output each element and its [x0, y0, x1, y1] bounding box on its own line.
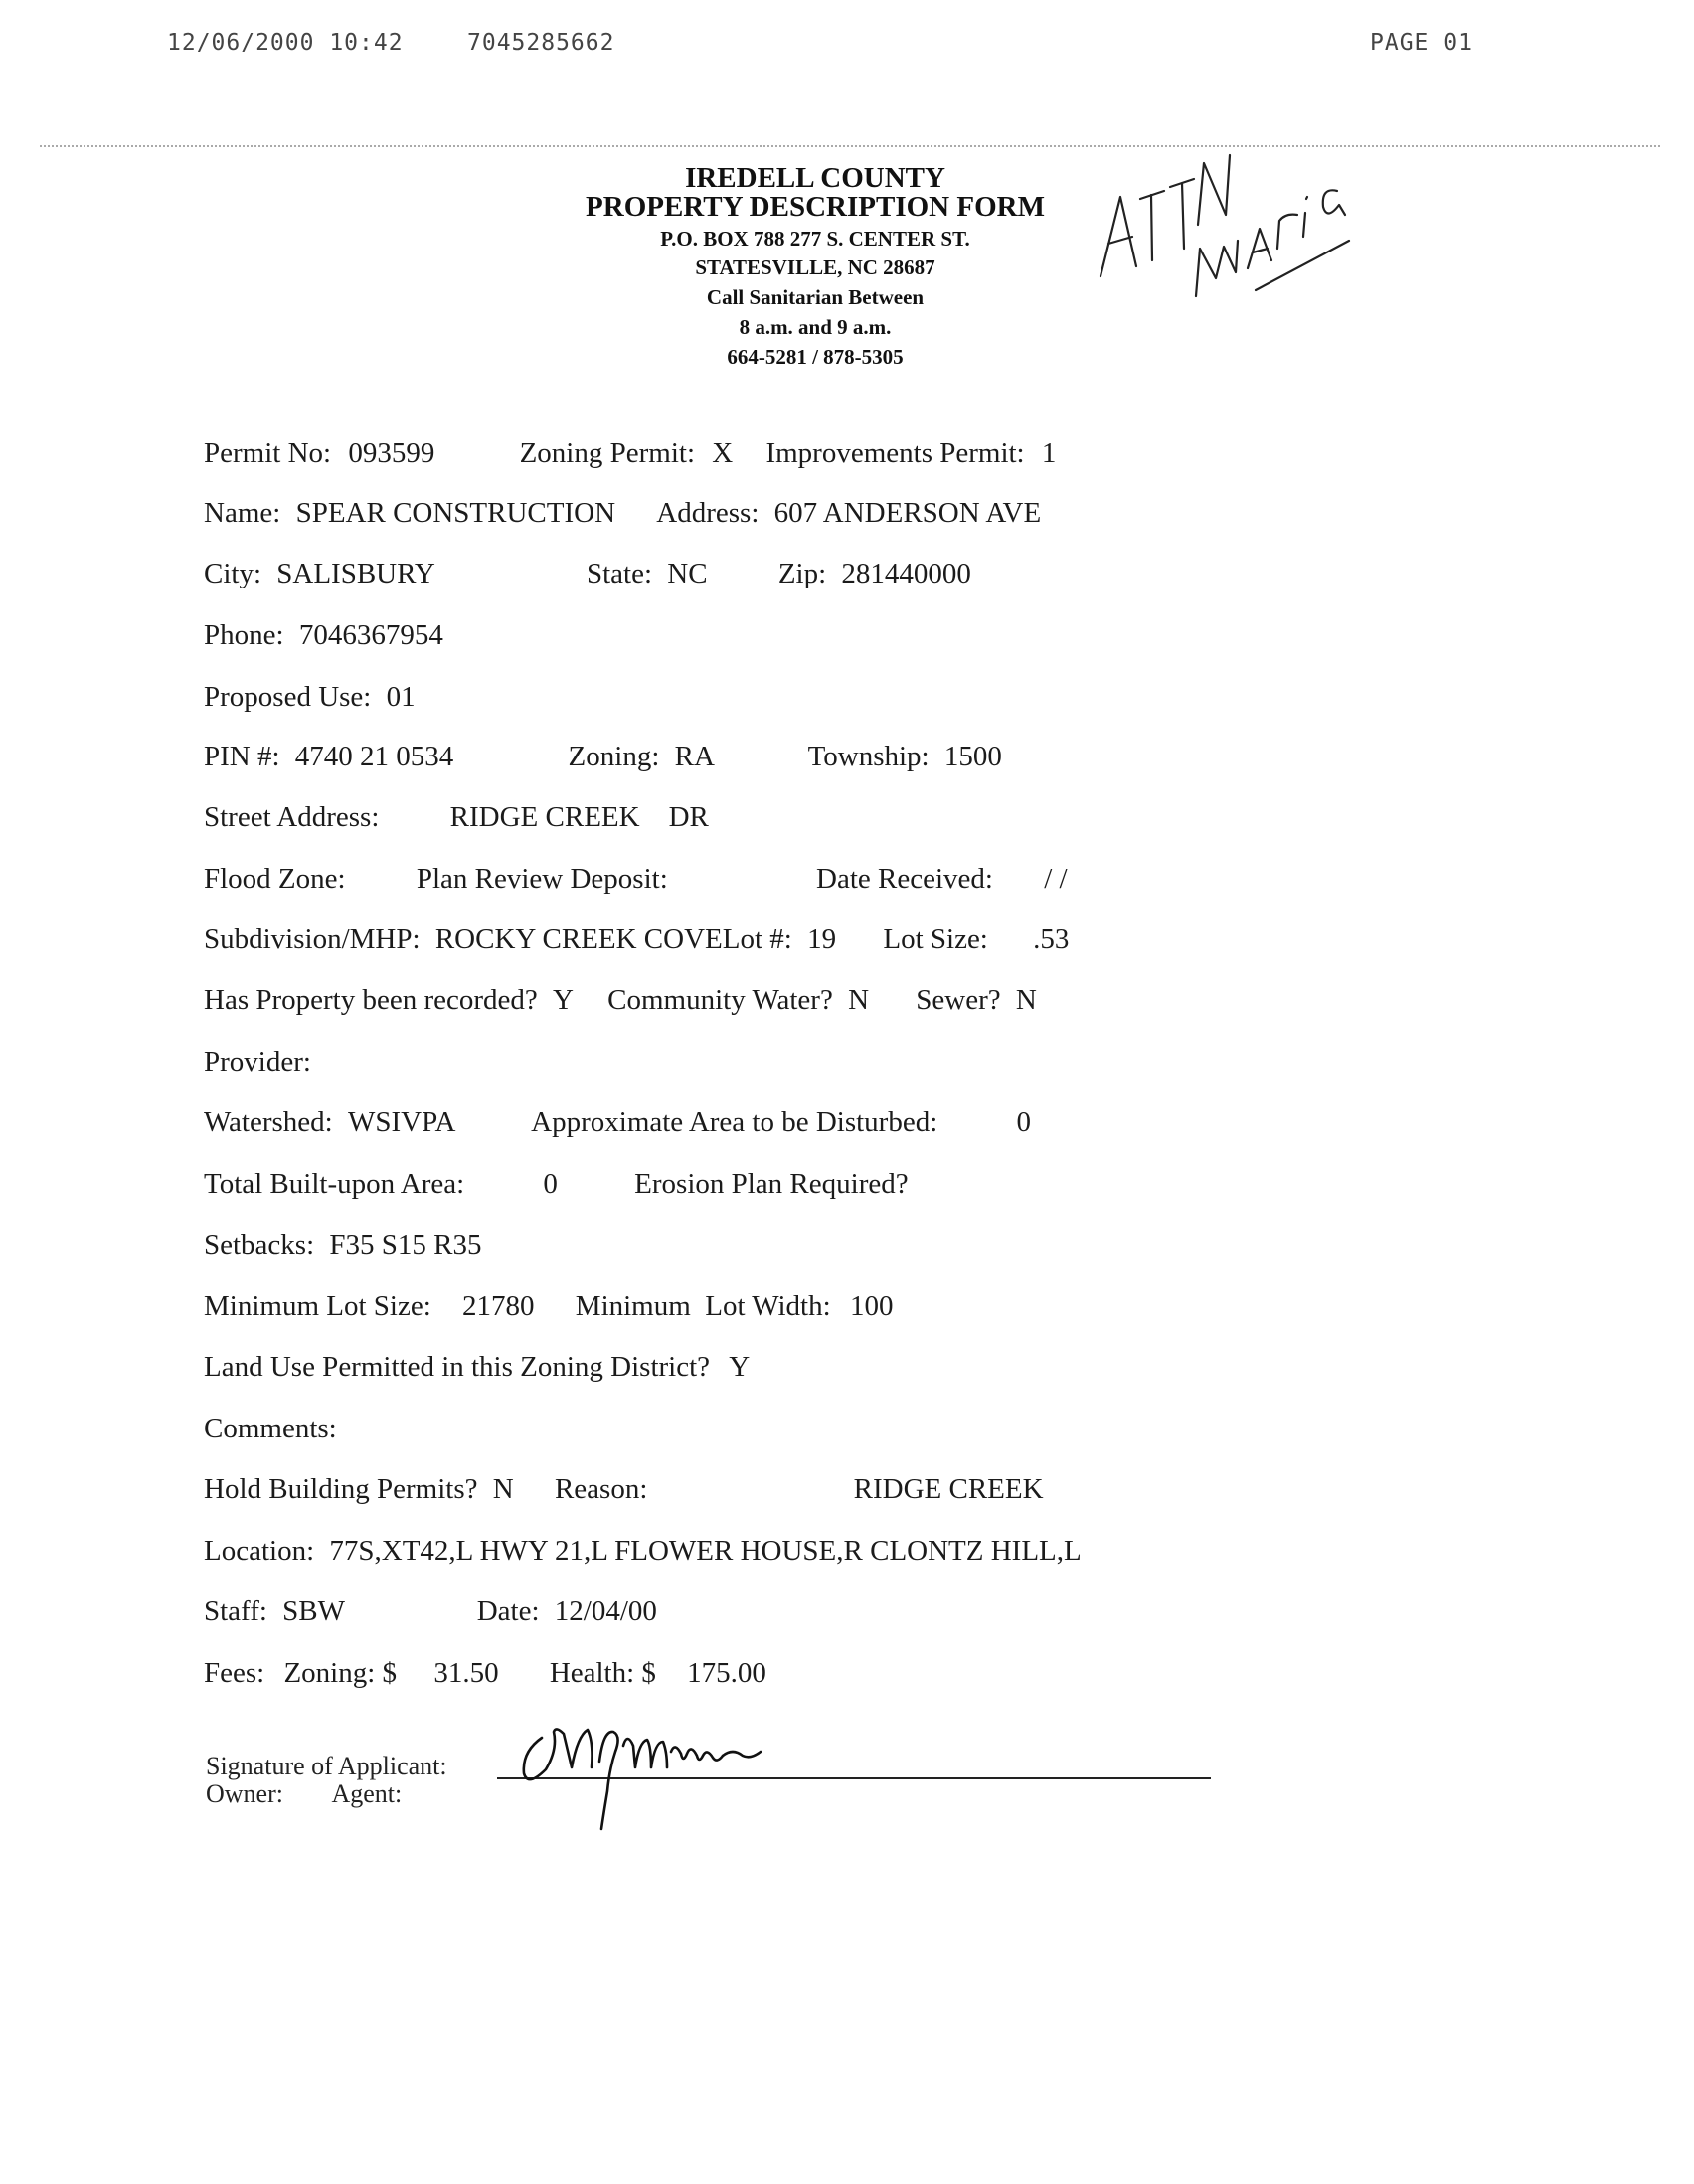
fax-page: PAGE 01 — [1370, 30, 1473, 56]
subdivision-value: ROCKY CREEK COVE — [434, 924, 723, 955]
fax-divider — [40, 145, 1660, 147]
area-disturbed-label: Approximate Area to be Disturbed: — [531, 1106, 938, 1138]
land-use-row — [204, 1351, 750, 1384]
owner-agent-line — [206, 1779, 402, 1809]
comments-row — [204, 1413, 337, 1445]
hold-value: N — [492, 1473, 514, 1505]
phone-value: 7046367954 — [298, 619, 443, 651]
pin-row — [204, 741, 1002, 773]
zoning-label: Zoning: — [568, 741, 660, 772]
watershed-value: WSIVPA — [347, 1106, 454, 1138]
provider-row — [204, 1046, 311, 1079]
erosion-label: Erosion Plan Required? — [634, 1168, 909, 1200]
zoning-value: RA — [674, 741, 714, 772]
handwritten-attn-note — [1089, 149, 1377, 303]
date-value: 12/04/00 — [554, 1596, 657, 1627]
zoning-fee-label: Zoning: $ — [283, 1657, 398, 1689]
permit-no-label: Permit No: — [204, 437, 332, 469]
form-address-2: STATESVILLE, NC 28687 — [695, 255, 935, 279]
sewer-label: Sewer? — [916, 984, 1001, 1016]
built-upon-value: 0 — [543, 1168, 558, 1200]
setbacks-label: Setbacks: — [204, 1229, 315, 1260]
subdivision-row — [204, 924, 1069, 956]
reason-value: RIDGE CREEK — [853, 1473, 1044, 1505]
reason-label: Reason: — [554, 1473, 648, 1505]
fees-row — [204, 1657, 766, 1690]
min-lot-width-label: Minimum Lot Width: — [575, 1290, 831, 1322]
hold-permits-row — [204, 1473, 1044, 1506]
pin-value: 4740 21 0534 — [294, 741, 454, 772]
proposed-use-row — [204, 681, 416, 714]
recorded-value: Y — [553, 984, 573, 1016]
built-upon-label: Total Built-upon Area: — [204, 1168, 465, 1200]
improvements-permit-label: Improvements Permit: — [765, 437, 1025, 469]
proposed-use-value: 01 — [386, 681, 416, 713]
recorded-label: Has Property been recorded? — [204, 984, 538, 1016]
built-upon-row — [204, 1168, 909, 1201]
lot-size-value: .53 — [1033, 924, 1070, 955]
zoning-fee-value: 31.50 — [433, 1657, 499, 1689]
lot-no-label: Lot #: — [722, 924, 792, 955]
agent-label: Agent: — [331, 1779, 403, 1808]
applicant-signature — [512, 1712, 800, 1831]
improvements-permit-value: 1 — [1041, 437, 1057, 469]
phone-row — [204, 619, 443, 652]
township-value: 1500 — [943, 741, 1002, 772]
setbacks-row — [204, 1229, 482, 1261]
recorded-row — [204, 984, 1037, 1017]
location-value: 77S,XT42,L HWY 21,L FLOWER HOUSE,R CLONTZ HILL,L — [329, 1535, 1082, 1567]
permit-row — [204, 437, 1056, 470]
flood-zone-label: Flood Zone: — [204, 863, 346, 895]
zoning-permit-label: Zoning Permit: — [519, 437, 696, 469]
min-lot-row — [204, 1290, 893, 1323]
zoning-permit-value: X — [712, 437, 734, 469]
form-title-county: IREDELL COUNTY — [685, 162, 945, 194]
signature-label: Signature of Applicant: — [206, 1752, 447, 1780]
city-value: SALISBURY — [276, 558, 434, 589]
health-fee-value: 175.00 — [687, 1657, 766, 1689]
fax-number: 7045285662 — [467, 30, 615, 56]
zip-label: Zip: — [777, 558, 827, 589]
township-label: Township: — [807, 741, 930, 772]
name-value: SPEAR CONSTRUCTION — [295, 497, 616, 529]
health-fee-label: Health: $ — [549, 1657, 656, 1689]
permit-no-value: 093599 — [348, 437, 435, 469]
lot-size-label: Lot Size: — [883, 924, 988, 955]
zip-value: 281440000 — [841, 558, 971, 589]
watershed-label: Watershed: — [204, 1106, 333, 1138]
staff-label: Staff: — [204, 1596, 267, 1627]
watershed-row — [204, 1106, 1031, 1139]
address-value: 607 ANDERSON AVE — [773, 497, 1042, 529]
land-use-label: Land Use Permitted in this Zoning District? — [204, 1351, 711, 1383]
pin-label: PIN #: — [204, 741, 280, 772]
phone-label: Phone: — [204, 619, 284, 651]
state-label: State: — [586, 558, 653, 589]
form-address-1: P.O. BOX 788 277 S. CENTER ST. — [660, 227, 970, 251]
street-address-label: Street Address: — [204, 801, 380, 833]
subdivision-label: Subdivision/MHP: — [204, 924, 421, 955]
comments-label: Comments: — [204, 1413, 337, 1444]
community-water-label: Community Water? — [607, 984, 833, 1016]
location-label: Location: — [204, 1535, 315, 1567]
fax-datetime: 12/06/2000 10:42 — [167, 30, 404, 56]
fees-label: Fees: — [204, 1657, 265, 1689]
form-title: PROPERTY DESCRIPTION FORM — [586, 191, 1045, 223]
community-water-value: N — [848, 984, 870, 1016]
date-received-value: / / — [1044, 863, 1068, 895]
owner-label: Owner: — [206, 1779, 283, 1808]
lot-no-value: 19 — [807, 924, 837, 955]
land-use-value: Y — [729, 1351, 751, 1383]
hold-label: Hold Building Permits? — [204, 1473, 478, 1505]
flood-zone-row — [204, 863, 1068, 896]
min-lot-size-value: 21780 — [462, 1290, 535, 1322]
provider-label: Provider: — [204, 1046, 311, 1078]
location-row — [204, 1535, 1082, 1568]
min-lot-width-value: 100 — [849, 1290, 894, 1322]
date-received-label: Date Received: — [816, 863, 993, 895]
city-label: City: — [204, 558, 262, 589]
area-disturbed-value: 0 — [1016, 1106, 1032, 1138]
proposed-use-label: Proposed Use: — [204, 681, 372, 713]
name-row — [204, 497, 1041, 530]
street-address-value: RIDGE CREEK DR — [449, 801, 709, 833]
name-label: Name: — [204, 497, 281, 529]
city-row — [204, 558, 971, 590]
setbacks-value: F35 S15 R35 — [329, 1229, 482, 1260]
state-value: NC — [667, 558, 708, 589]
plan-review-label: Plan Review Deposit: — [416, 863, 668, 895]
form-hours: 8 a.m. and 9 a.m. — [739, 315, 892, 339]
date-label: Date: — [476, 1596, 540, 1627]
min-lot-size-label: Minimum Lot Size: — [204, 1290, 431, 1322]
form-phones: 664-5281 / 878-5305 — [727, 345, 904, 369]
address-label: Address: — [656, 497, 760, 529]
form-call-note: Call Sanitarian Between — [706, 285, 925, 309]
staff-value: SBW — [282, 1596, 345, 1627]
sewer-value: N — [1015, 984, 1037, 1016]
staff-row — [204, 1596, 657, 1628]
street-address-row — [204, 801, 709, 834]
